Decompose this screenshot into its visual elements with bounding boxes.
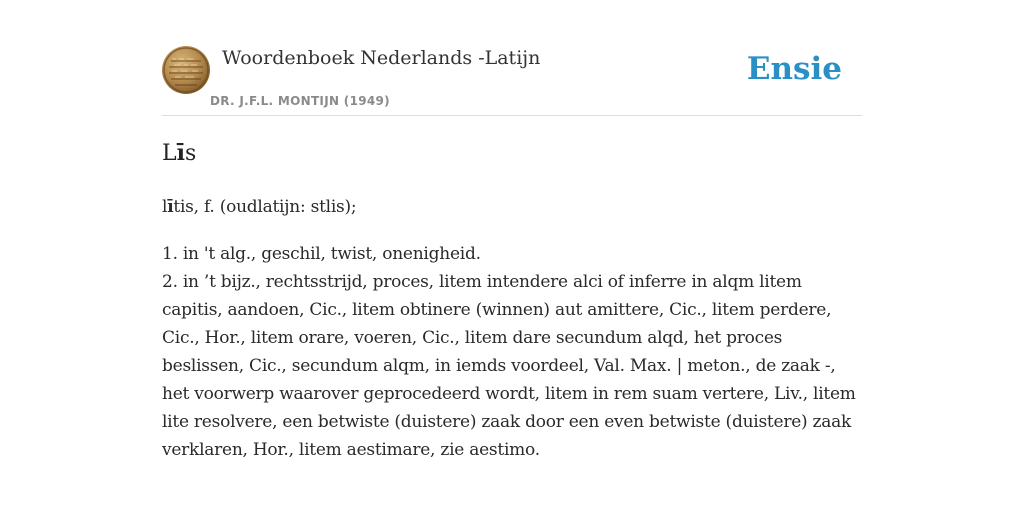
headword-part: s (184, 141, 197, 166)
entry-headword (162, 140, 196, 166)
coin-engraving-icon (162, 46, 210, 94)
coin-icon[interactable] (162, 46, 210, 94)
entry-definition (162, 193, 862, 464)
grammar-part: tis, f. (oudlatijn: stlis); (173, 197, 357, 217)
sense-2: 2. in ’t bijz., rechtsstrijd, proces, litem intendere alci of inferre in alqm litem capitis, aandoen, Cic., litem obtinere (winnen) aut amittere, Cic., litem perdere, Cic., Hor., litem orare, voeren, Cic., litem dare secundum alqd, het proces beslissen, Cic., secundum alqm, in iemds voordeel, Val. Max. | meton., de zaak -, het voorwerp waarover geprocedeerd wordt, litem in rem suam vertere, Liv., litem lite resolvere, een betwiste (duistere) zaak door een even betwiste (duistere) zaak verklaren, Hor., litem aestimare, zie aestimo. (162, 272, 856, 460)
grammar-part: l (162, 197, 168, 217)
headword-long-vowel: ī (176, 140, 185, 166)
headword-part: L (162, 141, 177, 166)
site-header (162, 46, 862, 116)
dictionary-author: DR. J.F.L. MONTIJN (1949) (210, 94, 390, 108)
dictionary-title[interactable]: Woordenboek Nederlands -Latijn (222, 47, 541, 69)
sense-1: 1. in 't alg., geschil, twist, onenigheid. (162, 244, 481, 264)
grammar-line (162, 193, 862, 221)
grammar-long-vowel: ī (167, 197, 174, 217)
ensie-logo-link[interactable]: Ensie (746, 51, 842, 87)
